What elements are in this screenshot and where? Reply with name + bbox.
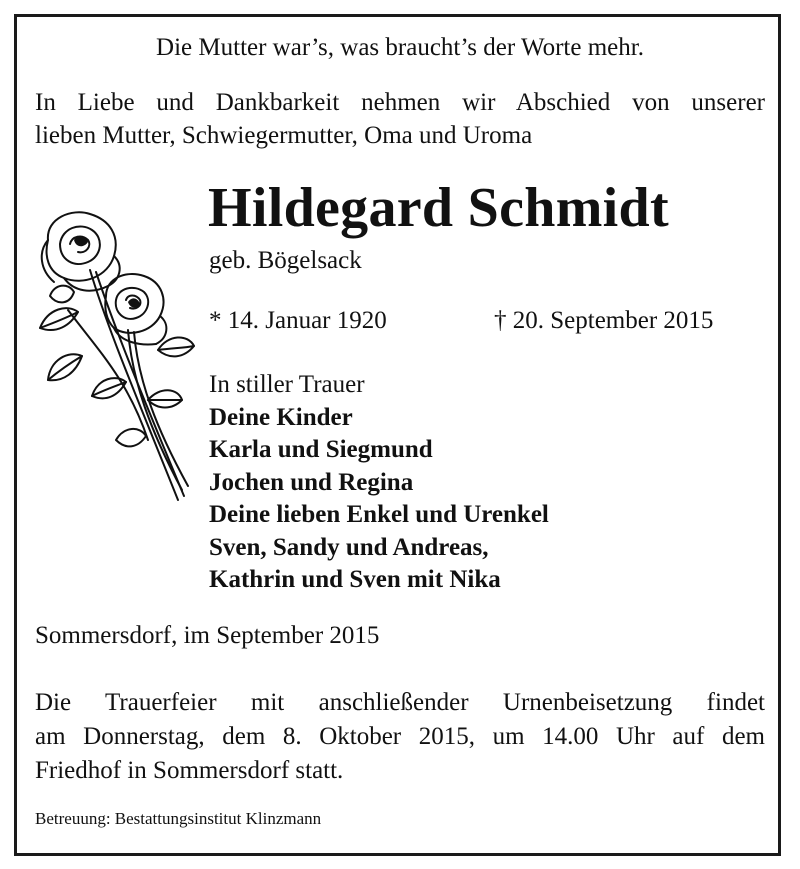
motto: Die Mutter war’s, was braucht’s der Worte mehr. — [156, 34, 644, 61]
mourner-line: Sven, Sandy und Andreas, — [209, 533, 489, 561]
mourner-line: Karla und Siegmund — [209, 436, 433, 463]
intro-text — [35, 86, 765, 152]
mourner-line: Kathrin und Sven mit Nika — [209, 566, 501, 593]
mourner-line: Deine lieben Enkel und Urenkel — [209, 501, 549, 528]
service-info — [35, 686, 765, 788]
service-line-1: Die Trauerfeier mit anschließender Urnenbeisetzung findet — [35, 689, 765, 716]
deceased-name: Hildegard Schmidt — [208, 177, 669, 239]
mourner-line: Deine Kinder — [209, 403, 353, 431]
roses-illustration-icon — [28, 200, 198, 510]
service-line-3: Friedhof in Sommersdorf statt. — [35, 757, 344, 784]
funeral-home-credit: Betreuung: Bestattungsinstitut Klinzmann — [35, 809, 322, 828]
mourners-block — [209, 369, 549, 597]
service-line-2: am Donnerstag, dem 8. Oktober 2015, um 14.00 Uhr auf dem — [35, 723, 765, 750]
death-date: † 20. September 2015 — [494, 307, 714, 334]
mourners-intro: In stiller Trauer — [209, 371, 365, 398]
place-date: Sommersdorf, im September 2015 — [35, 622, 380, 649]
intro-line-1: In Liebe und Dankbarkeit nehmen wir Abschied von unserer — [35, 89, 765, 116]
mourner-line: Jochen und Regina — [209, 468, 414, 496]
birth-name: geb. Bögelsack — [209, 247, 362, 274]
birth-date: * 14. Januar 1920 — [209, 307, 387, 334]
intro-line-2: lieben Mutter, Schwiegermutter, Oma und Uroma — [35, 122, 533, 149]
